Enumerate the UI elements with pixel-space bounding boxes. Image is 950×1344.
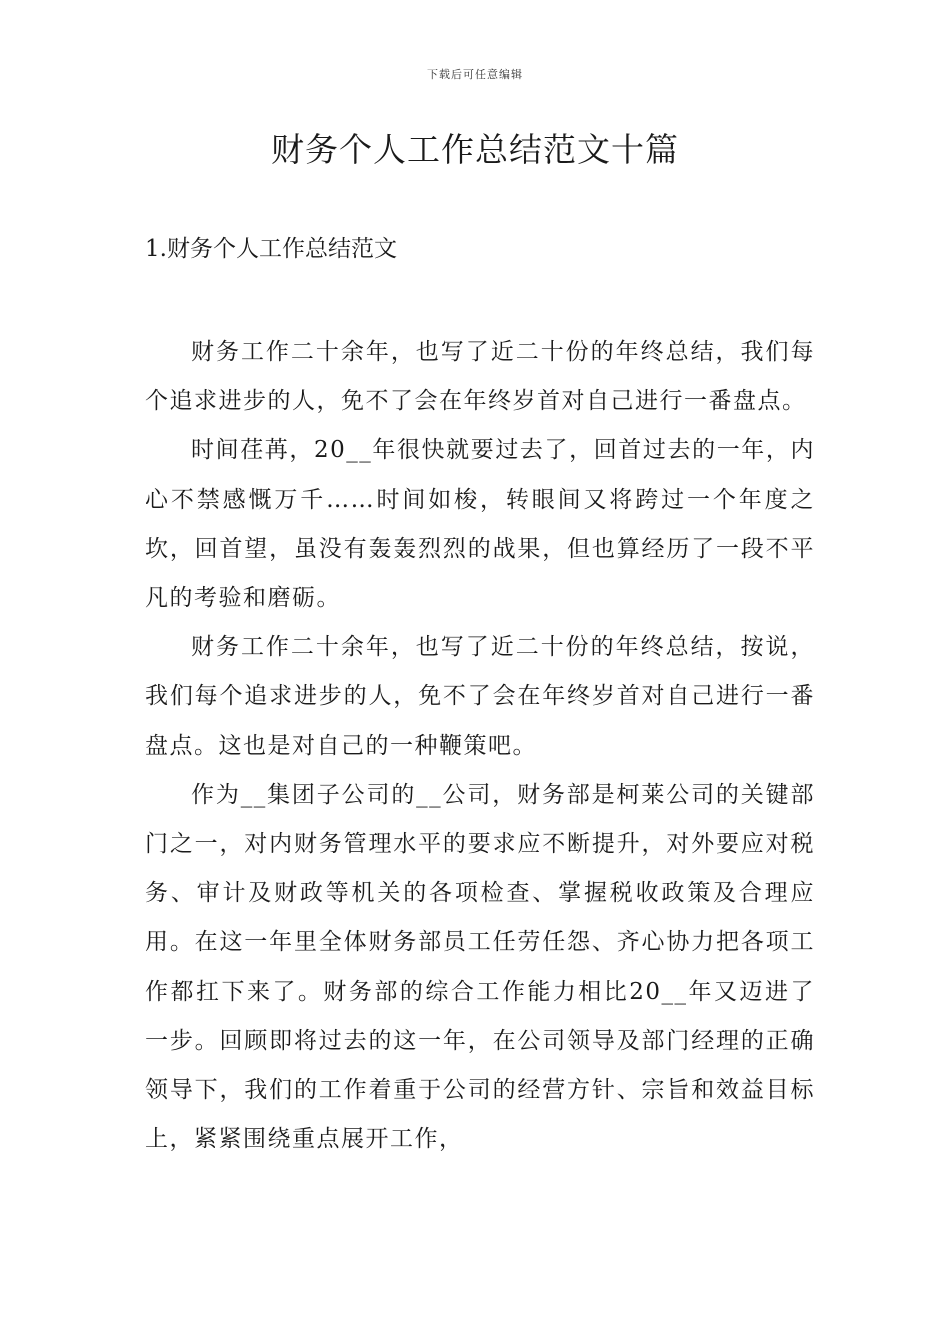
paragraph: 财务工作二十余年，也写了近二十份的年终总结，按说，我们每个追求进步的人，免不了会在年终岁首对自己进行一番盘点。这也是对自己的一种鞭策吧。	[145, 634, 815, 759]
paragraph: 时间荏苒，20__年很快就要过去了，回首过去的一年，内心不禁感慨万千……时间如梭，转眼间又将跨过一个年度之坎，回首望，虽没有轰轰烈烈的战果，但也算经历了一段不平凡的考验和磨砺。	[145, 437, 815, 612]
section-heading: 1.财务个人工作总结范文	[145, 236, 397, 262]
paragraph: 财务工作二十余年，也写了近二十份的年终总结，我们每个追求进步的人，免不了会在年终岁首对自己进行一番盘点。	[145, 339, 815, 415]
header-note: 下载后可任意编辑	[427, 68, 523, 81]
paragraph: 作为__集团子公司的__公司，财务部是柯莱公司的关键部门之一，对内财务管理水平的要求应不断提升，对外要应对税务、审计及财政等机关的各项检查、掌握税收政策及合理应用。在这一年里全体财务部员工任劳任怨、齐心协力把各项工作都扛下来了。财务部的综合工作能力相比20__年又迈进了一步。回顾即将过去的这一年，在公司领导及部门经理的正确领导下，我们的工作着重于公司的经营方针、宗旨和效益目标上，紧紧围绕重点展开工作，	[145, 781, 815, 1153]
body-text	[145, 328, 815, 1164]
document-title: 财务个人工作总结范文十篇	[271, 130, 679, 169]
